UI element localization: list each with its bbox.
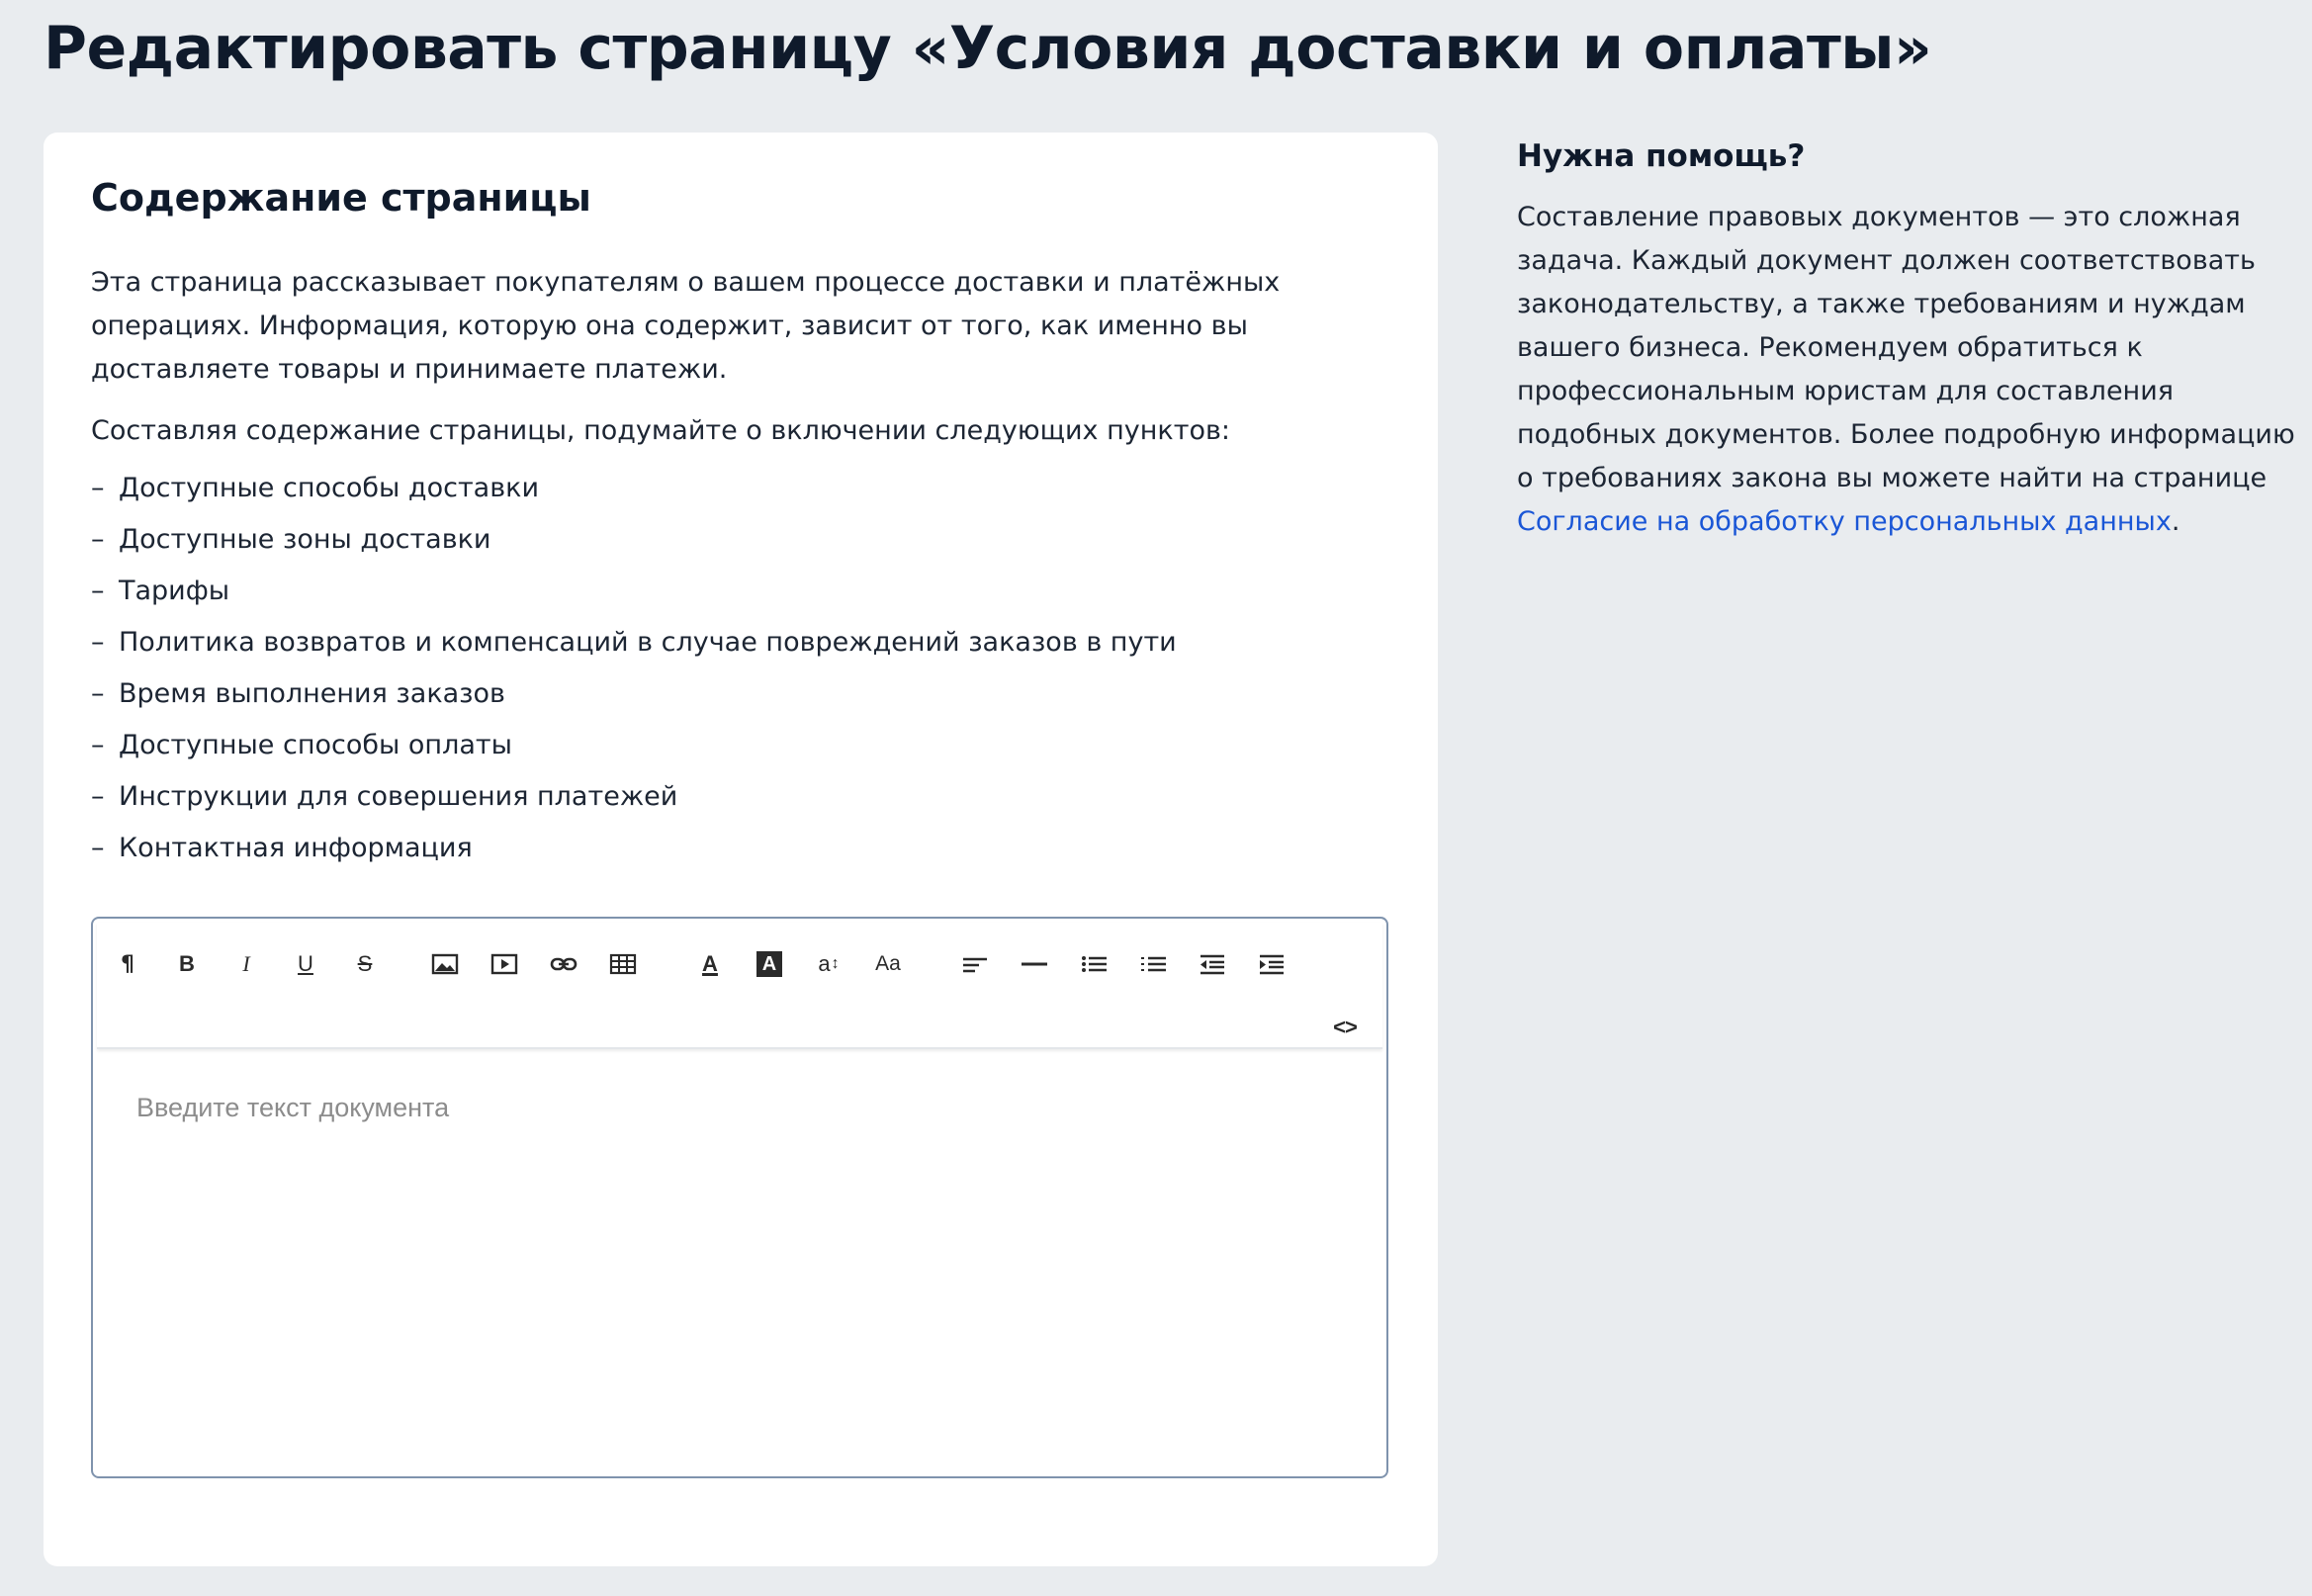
image-icon[interactable]	[423, 942, 467, 986]
consent-link[interactable]: Согласие на обработку персональных данных	[1517, 506, 2172, 537]
editor-placeholder: Введите текст документа	[136, 1093, 450, 1122]
list-item-label: Политика возвратов и компенсаций в случае повреждений заказов в пути	[119, 627, 1177, 658]
list-item	[91, 566, 1177, 617]
list-item-label: Доступные способы оплаты	[119, 730, 512, 760]
list-item-label: Доступные зоны доставки	[119, 524, 491, 555]
table-icon[interactable]	[601, 942, 645, 986]
font-family-icon[interactable]: Aa	[875, 952, 901, 975]
intro-text: Эта страница рассказывает покупателям о вашем процессе доставки и платёжных операциях. Информация, которую она содержит, зависит от того, как именно вы доставляете товары и принимаете платежи.	[91, 267, 1281, 385]
list-item-label: Контактная информация	[119, 833, 473, 863]
editor-content-area[interactable]	[136, 1093, 1357, 1123]
source-code-icon[interactable]: <>	[1333, 1015, 1357, 1039]
help-body: Составление правовых документов — это сложная задача. Каждый документ должен соответствовать законодательству, а также требованиям и нуждам вашего бизнеса. Рекомендуем обратиться к профессиональным юристам для составления подобных документов. Более подробную информацию о требованиях закона вы можете найти на странице	[1517, 202, 2295, 493]
font-size-icon[interactable]: a ↕	[818, 951, 840, 976]
video-icon[interactable]	[483, 942, 526, 986]
list-item	[91, 668, 1177, 720]
list-item	[91, 617, 1177, 668]
bullet-dash: –	[91, 576, 105, 606]
bullet-dash: –	[91, 473, 105, 503]
list-item	[91, 823, 1177, 874]
strikethrough-icon[interactable]: S	[357, 951, 373, 976]
underline-icon[interactable]: U	[298, 951, 313, 976]
list-item	[91, 514, 1177, 566]
horizontal-rule-icon[interactable]	[1013, 942, 1056, 986]
bullet-dash: –	[91, 781, 105, 812]
bullet-dash: –	[91, 524, 105, 555]
bold-icon[interactable]: B	[179, 951, 195, 976]
fullscreen-icon[interactable]	[1382, 1006, 1388, 1049]
help-title: Нужна помощь?	[1517, 138, 1806, 174]
editor-toolbar	[97, 923, 1382, 1049]
align-icon[interactable]	[953, 942, 997, 986]
bulleted-list-icon[interactable]	[1072, 942, 1115, 986]
text-color-icon[interactable]: A	[702, 951, 718, 976]
list-item	[91, 463, 1177, 514]
content-heading: Содержание страницы	[91, 176, 591, 220]
rich-text-editor	[91, 917, 1388, 1478]
help-period: .	[2171, 506, 2180, 537]
help-text	[1517, 196, 2298, 544]
outdent-icon[interactable]	[1191, 942, 1234, 986]
numbered-list-icon[interactable]	[1131, 942, 1175, 986]
indent-icon[interactable]	[1250, 942, 1293, 986]
prompt-text: Составляя содержание страницы, подумайте о включении следующих пунктов:	[91, 415, 1230, 446]
list-item-label: Доступные способы доставки	[119, 473, 539, 503]
suggestion-list	[91, 463, 1177, 874]
list-item	[91, 720, 1177, 771]
list-item-label: Инструкции для совершения платежей	[119, 781, 678, 812]
page-title: Редактировать страницу «Условия доставки и оплаты»	[44, 14, 1932, 83]
list-item	[91, 771, 1177, 823]
bullet-dash: –	[91, 730, 105, 760]
bullet-dash: –	[91, 833, 105, 863]
background-color-icon[interactable]: A	[748, 942, 791, 986]
italic-icon[interactable]: I	[242, 951, 250, 976]
bullet-dash: –	[91, 627, 105, 658]
paragraph-icon[interactable]: ¶	[121, 951, 134, 977]
list-item-label: Время выполнения заказов	[119, 678, 505, 709]
link-icon[interactable]	[542, 942, 585, 986]
bullet-dash: –	[91, 678, 105, 709]
content-card	[44, 133, 1438, 1566]
list-item-label: Тарифы	[119, 576, 230, 606]
